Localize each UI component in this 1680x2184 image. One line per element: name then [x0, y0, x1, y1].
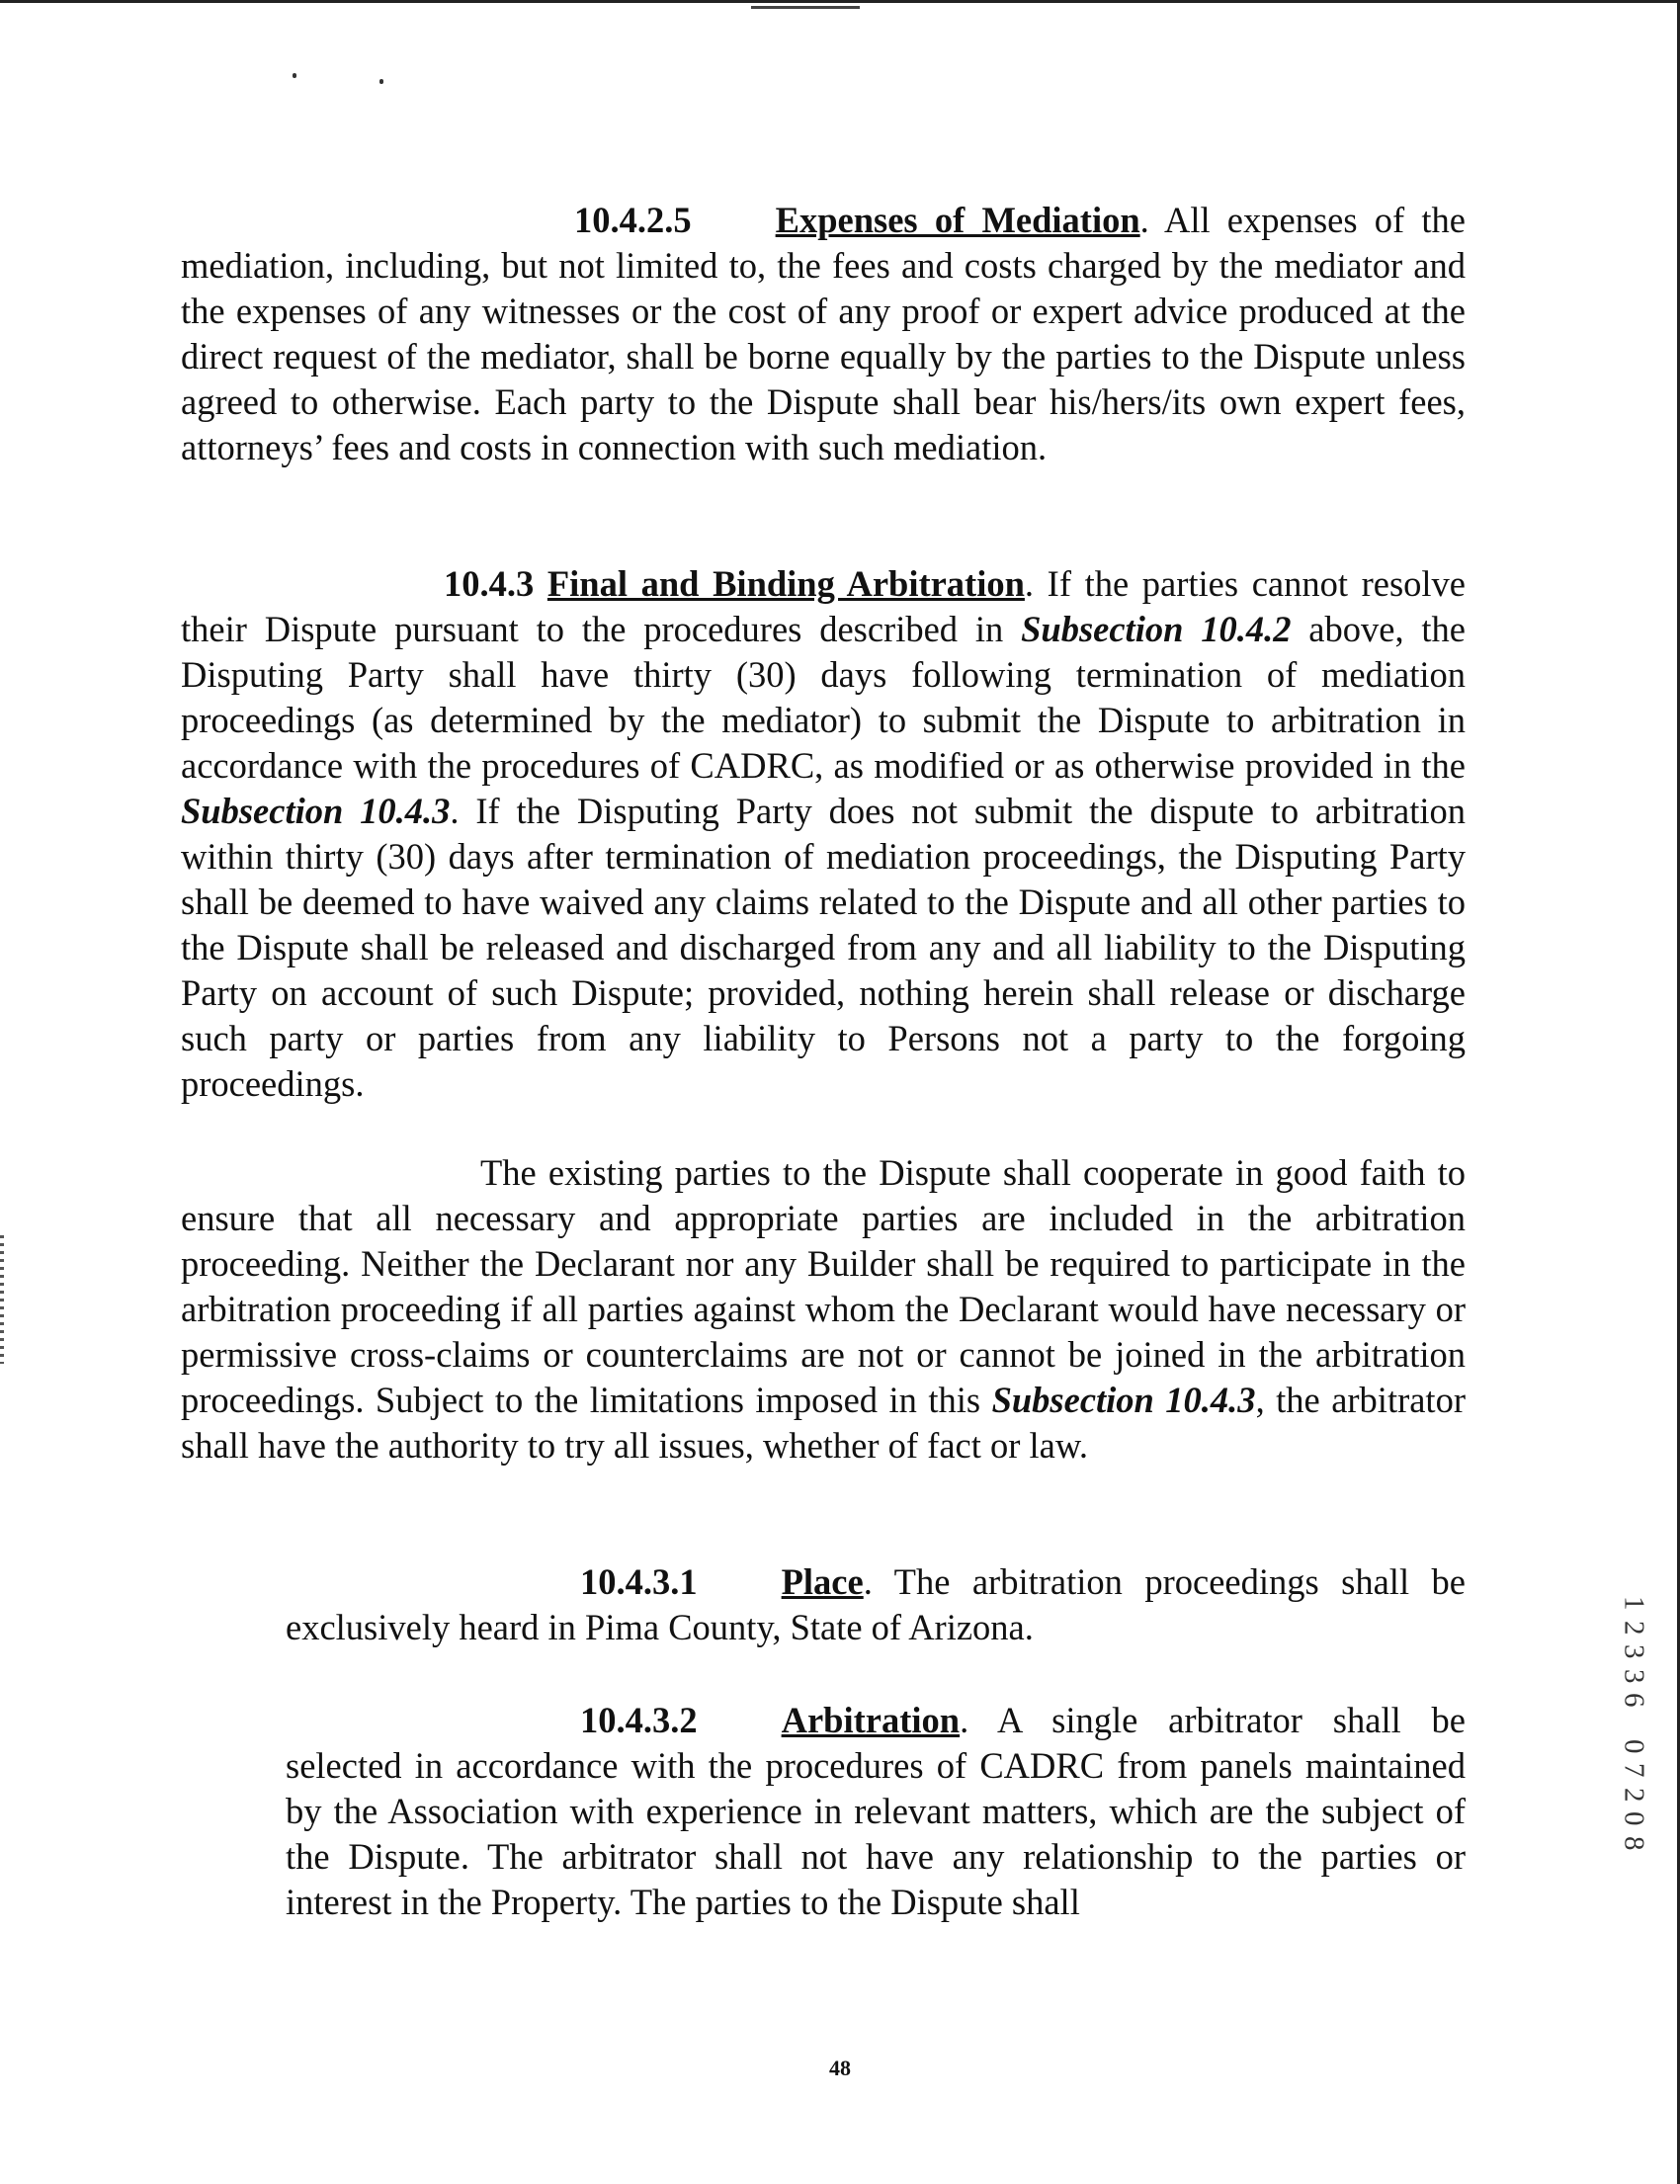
section-body: . If the Disputing Party does not submit the dispute to arbitration within thirty (30) days after termination of mediation proceedings, the Disputing Party shall be deemed to have waived any claims related to the Dispute and all other parties to the Dispute shall be released and discharged from any and all liability to the Disputing Party on account of such Dispute; provided, nothing herein shall release or discharge such party or parties from any liability to Persons not a party to the forgoing proceedings.: [181, 791, 1466, 1104]
section-heading: Arbitration: [781, 1700, 961, 1740]
section-heading: Place: [781, 1561, 864, 1602]
recording-number-digit: 3: [1618, 1644, 1650, 1659]
recording-stamp-number: [1618, 1591, 1650, 1855]
section-heading: Expenses of Mediation: [775, 200, 1140, 240]
paragraph-body: , the arbitrator shall have the authority to try all issues, whether of fact or law.: [181, 1380, 1466, 1466]
recording-number-digit: 0: [1618, 1738, 1650, 1753]
scan-edge-marks: [0, 1235, 4, 1364]
page-top-border: [0, 0, 1680, 3]
recording-number-digit: 7: [1618, 1763, 1650, 1778]
subsection-reference: Subsection 10.4.2: [1021, 609, 1292, 649]
recording-number-digit: 8: [1618, 1835, 1650, 1850]
recording-number-digit: 0: [1618, 1811, 1650, 1826]
subsection-reference: Subsection 10.4.3: [991, 1380, 1256, 1420]
section-number: 10.4.3: [444, 563, 535, 604]
paragraph-body: The existing parties to the Dispute shall cooperate in good faith to ensure that all necessary and appropriate parties are included in the arbitration proceeding. Neither the Declarant nor any Builder shall be required to participate in the arbitration proceeding if all parties against whom the Declarant would have necessary or permissive cross-claims or counterclaims are not or cannot be joined in the arbitration proceedings. Subject to the limitations imposed in this: [181, 1152, 1466, 1420]
scan-speck: [379, 79, 383, 84]
section-10-4-3-2: [286, 1698, 1466, 1925]
recording-number-digit: 2: [1618, 1620, 1650, 1635]
recording-number-digit: 2: [1618, 1787, 1650, 1802]
section-number: 10.4.2.5: [574, 200, 692, 240]
recording-number-digit: 6: [1618, 1693, 1650, 1708]
recording-number-digit: 3: [1618, 1668, 1650, 1683]
section-body: . All expenses of the mediation, including, but not limited to, the fees and costs charged by the mediator and the expenses of any witnesses or the cost of any proof or expert advice produced at the direct request of the mediator, shall be borne equally by the parties to the Dispute unless agreed to otherwise. Each party to the Dispute shall bear his/hers/its own expert fees, attorneys’ fees and costs in connection with such mediation.: [181, 200, 1466, 467]
section-10-4-3-continuation: [181, 1150, 1466, 1469]
section-number: 10.4.3.1: [580, 1561, 698, 1602]
scan-mark: [751, 6, 860, 9]
section-heading: Final and Binding Arbitration: [546, 563, 1025, 604]
scan-speck: [293, 73, 296, 78]
page-number: 48: [829, 2056, 851, 2080]
section-body: . A single arbitrator shall be selected in accordance with the procedures of CADRC from panels maintained by the Association with experience in relevant matters, which are the subject of the Dispute. The arbitrator shall not have any relationship to the parties or interest in the Property. The parties to the Dispute shall: [286, 1700, 1466, 1922]
recording-number-digit: 1: [1618, 1596, 1650, 1611]
section-10-4-2-5: [181, 198, 1466, 470]
section-body: . The arbitration proceedings shall be exclusively heard in Pima County, State of Arizona.: [286, 1561, 1466, 1647]
section-body: above, the Disputing Party shall have thirty (30) days following termination of mediation proceedings (as determined by the mediator) to submit the Dispute to arbitration in accordance with the procedures of CADRC, as modified or as otherwise provided in the: [181, 609, 1466, 786]
section-10-4-3-1: [286, 1559, 1466, 1650]
section-number: 10.4.3.2: [580, 1700, 698, 1740]
section-10-4-3: [181, 561, 1466, 1107]
section-body: . If the parties cannot resolve their Dispute pursuant to the procedures described in: [181, 563, 1467, 649]
subsection-reference: Subsection 10.4.3: [181, 791, 451, 831]
